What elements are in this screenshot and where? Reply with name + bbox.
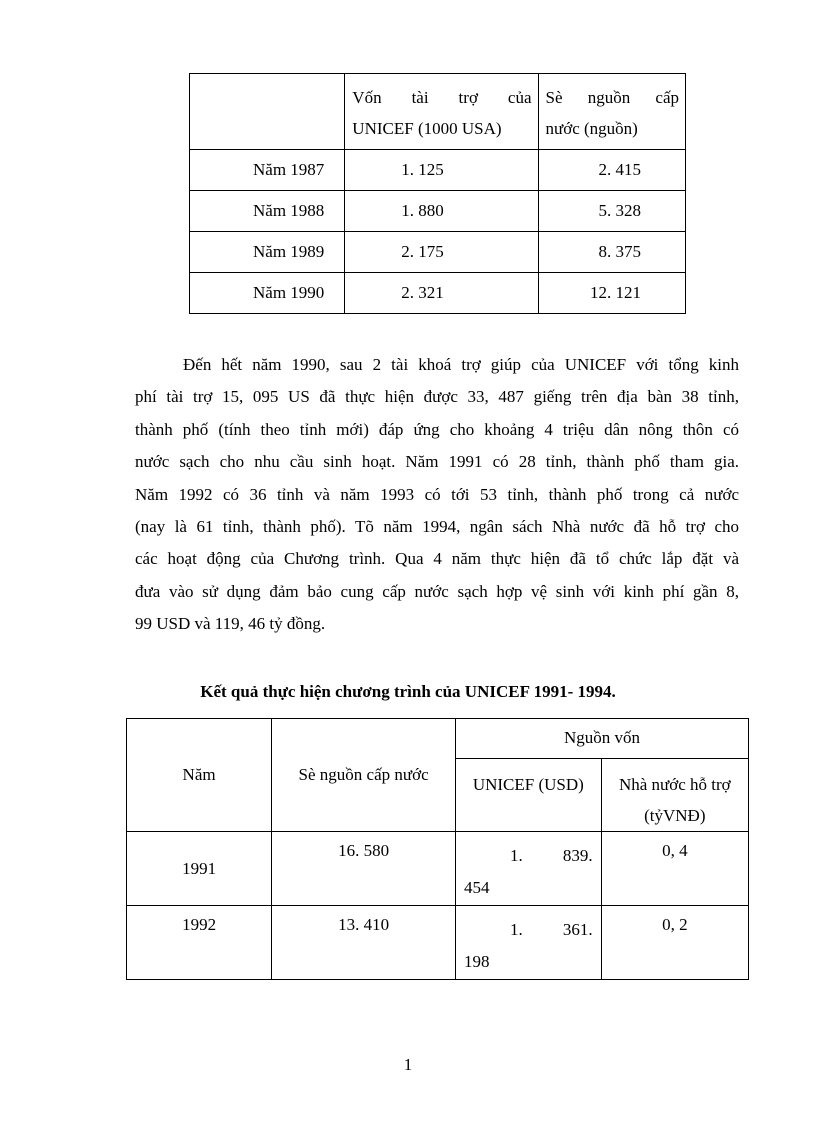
row-funding: 1. 125 (345, 150, 538, 191)
header-sources-line2: nước (nguồn) (545, 119, 638, 138)
paragraph-line: 99 USD và 119, 46 tỷ đồng. (135, 614, 326, 634)
row-funding: 2. 321 (345, 273, 538, 314)
paragraph-line: phí tài trợ 15, 095 US đã thực hiện được 33, 487 giếng trên địa bàn 38 tỉnh, (135, 387, 739, 407)
paragraph-line: thành phố (tính theo tỉnh mới) đáp ứng cho khoảng 4 triệu dân nông thôn có (135, 419, 739, 439)
row-funding: 2. 175 (345, 232, 538, 273)
body-paragraph (135, 349, 739, 641)
header-sources-cell (538, 74, 685, 150)
row-unicef (456, 832, 602, 906)
table-header-row (127, 719, 749, 759)
row-funding: 1. 880 (345, 191, 538, 232)
header-unicef-label: UNICEF (USD) (472, 775, 584, 794)
row-sources: 5. 328 (538, 191, 685, 232)
header-state (601, 759, 748, 832)
row-unicef-line2: 198 (464, 952, 490, 971)
row-year: Năm 1989 (190, 232, 345, 273)
header-sources-line1: Sè nguồn cấp (545, 88, 679, 107)
paragraph-line: Năm 1992 có 36 tỉnh và năm 1993 có tới 53 tỉnh, thành phố trong cả nước (135, 484, 739, 504)
row-sources: 13. 410 (272, 906, 456, 980)
paragraph-line: Đến hết năm 1990, sau 2 tài khoá trợ giúp của UNICEF với tổng kinh (183, 355, 739, 374)
header-funding-line2: UNICEF (1000 USA) (352, 119, 502, 138)
header-funding-cell (345, 74, 538, 150)
row-year: Năm 1987 (190, 150, 345, 191)
table-row (127, 832, 749, 906)
row-year: 1991 (127, 832, 272, 906)
paragraph-line: nước sạch cho nhu cầu sinh hoạt. Năm 1991 có 28 tỉnh, thành phố tham gia. (135, 452, 739, 472)
header-unicef (456, 759, 602, 832)
header-year: Năm (127, 719, 272, 832)
row-sources: 2. 415 (538, 150, 685, 191)
table-row (190, 273, 686, 314)
paragraph-line: các hoạt động của Chương trình. Qua 4 năm thực hiện đã tổ chức lắp đặt và (135, 549, 739, 569)
results-table-title: Kết quả thực hiện chương trình của UNICEF 1991- 1994. (200, 682, 616, 701)
header-empty-cell (190, 74, 345, 150)
row-unicef (456, 906, 602, 980)
table-header-row (190, 74, 686, 150)
page-number: 1 (403, 1055, 413, 1074)
paragraph-line: (nay là 61 tỉnh, thành phố). Tõ năm 1994, ngân sách Nhà nước đã hỗ trợ cho (135, 517, 739, 537)
header-state-line2: (tỷVNĐ) (644, 806, 706, 825)
row-unicef-line1: 1. 839. (510, 846, 593, 865)
row-year: Năm 1990 (190, 273, 345, 314)
row-unicef-line1: 1. 361. (510, 920, 593, 939)
paragraph-line: đưa vào sử dụng đảm bảo cung cấp nước sạch hợp vệ sinh với kinh phí gần 8, (135, 581, 739, 601)
table-row (190, 232, 686, 273)
row-sources: 16. 580 (272, 832, 456, 906)
row-year: 1992 (127, 906, 272, 980)
header-state-line1: Nhà nước hỗ trợ (618, 775, 731, 794)
header-capital: Nguồn vốn (456, 719, 749, 759)
header-sources: Sè nguồn cấp nước (272, 719, 456, 832)
header-funding-line1: Vốn tài trợ của (352, 88, 532, 107)
row-year: Năm 1988 (190, 191, 345, 232)
results-table (126, 718, 749, 980)
row-state: 0, 2 (601, 906, 748, 980)
row-sources: 12. 121 (538, 273, 685, 314)
table-row (190, 191, 686, 232)
row-sources: 8. 375 (538, 232, 685, 273)
funding-table (189, 73, 686, 314)
row-unicef-line2: 454 (464, 878, 490, 897)
row-state: 0, 4 (601, 832, 748, 906)
table-row (190, 150, 686, 191)
table-row (127, 906, 749, 980)
